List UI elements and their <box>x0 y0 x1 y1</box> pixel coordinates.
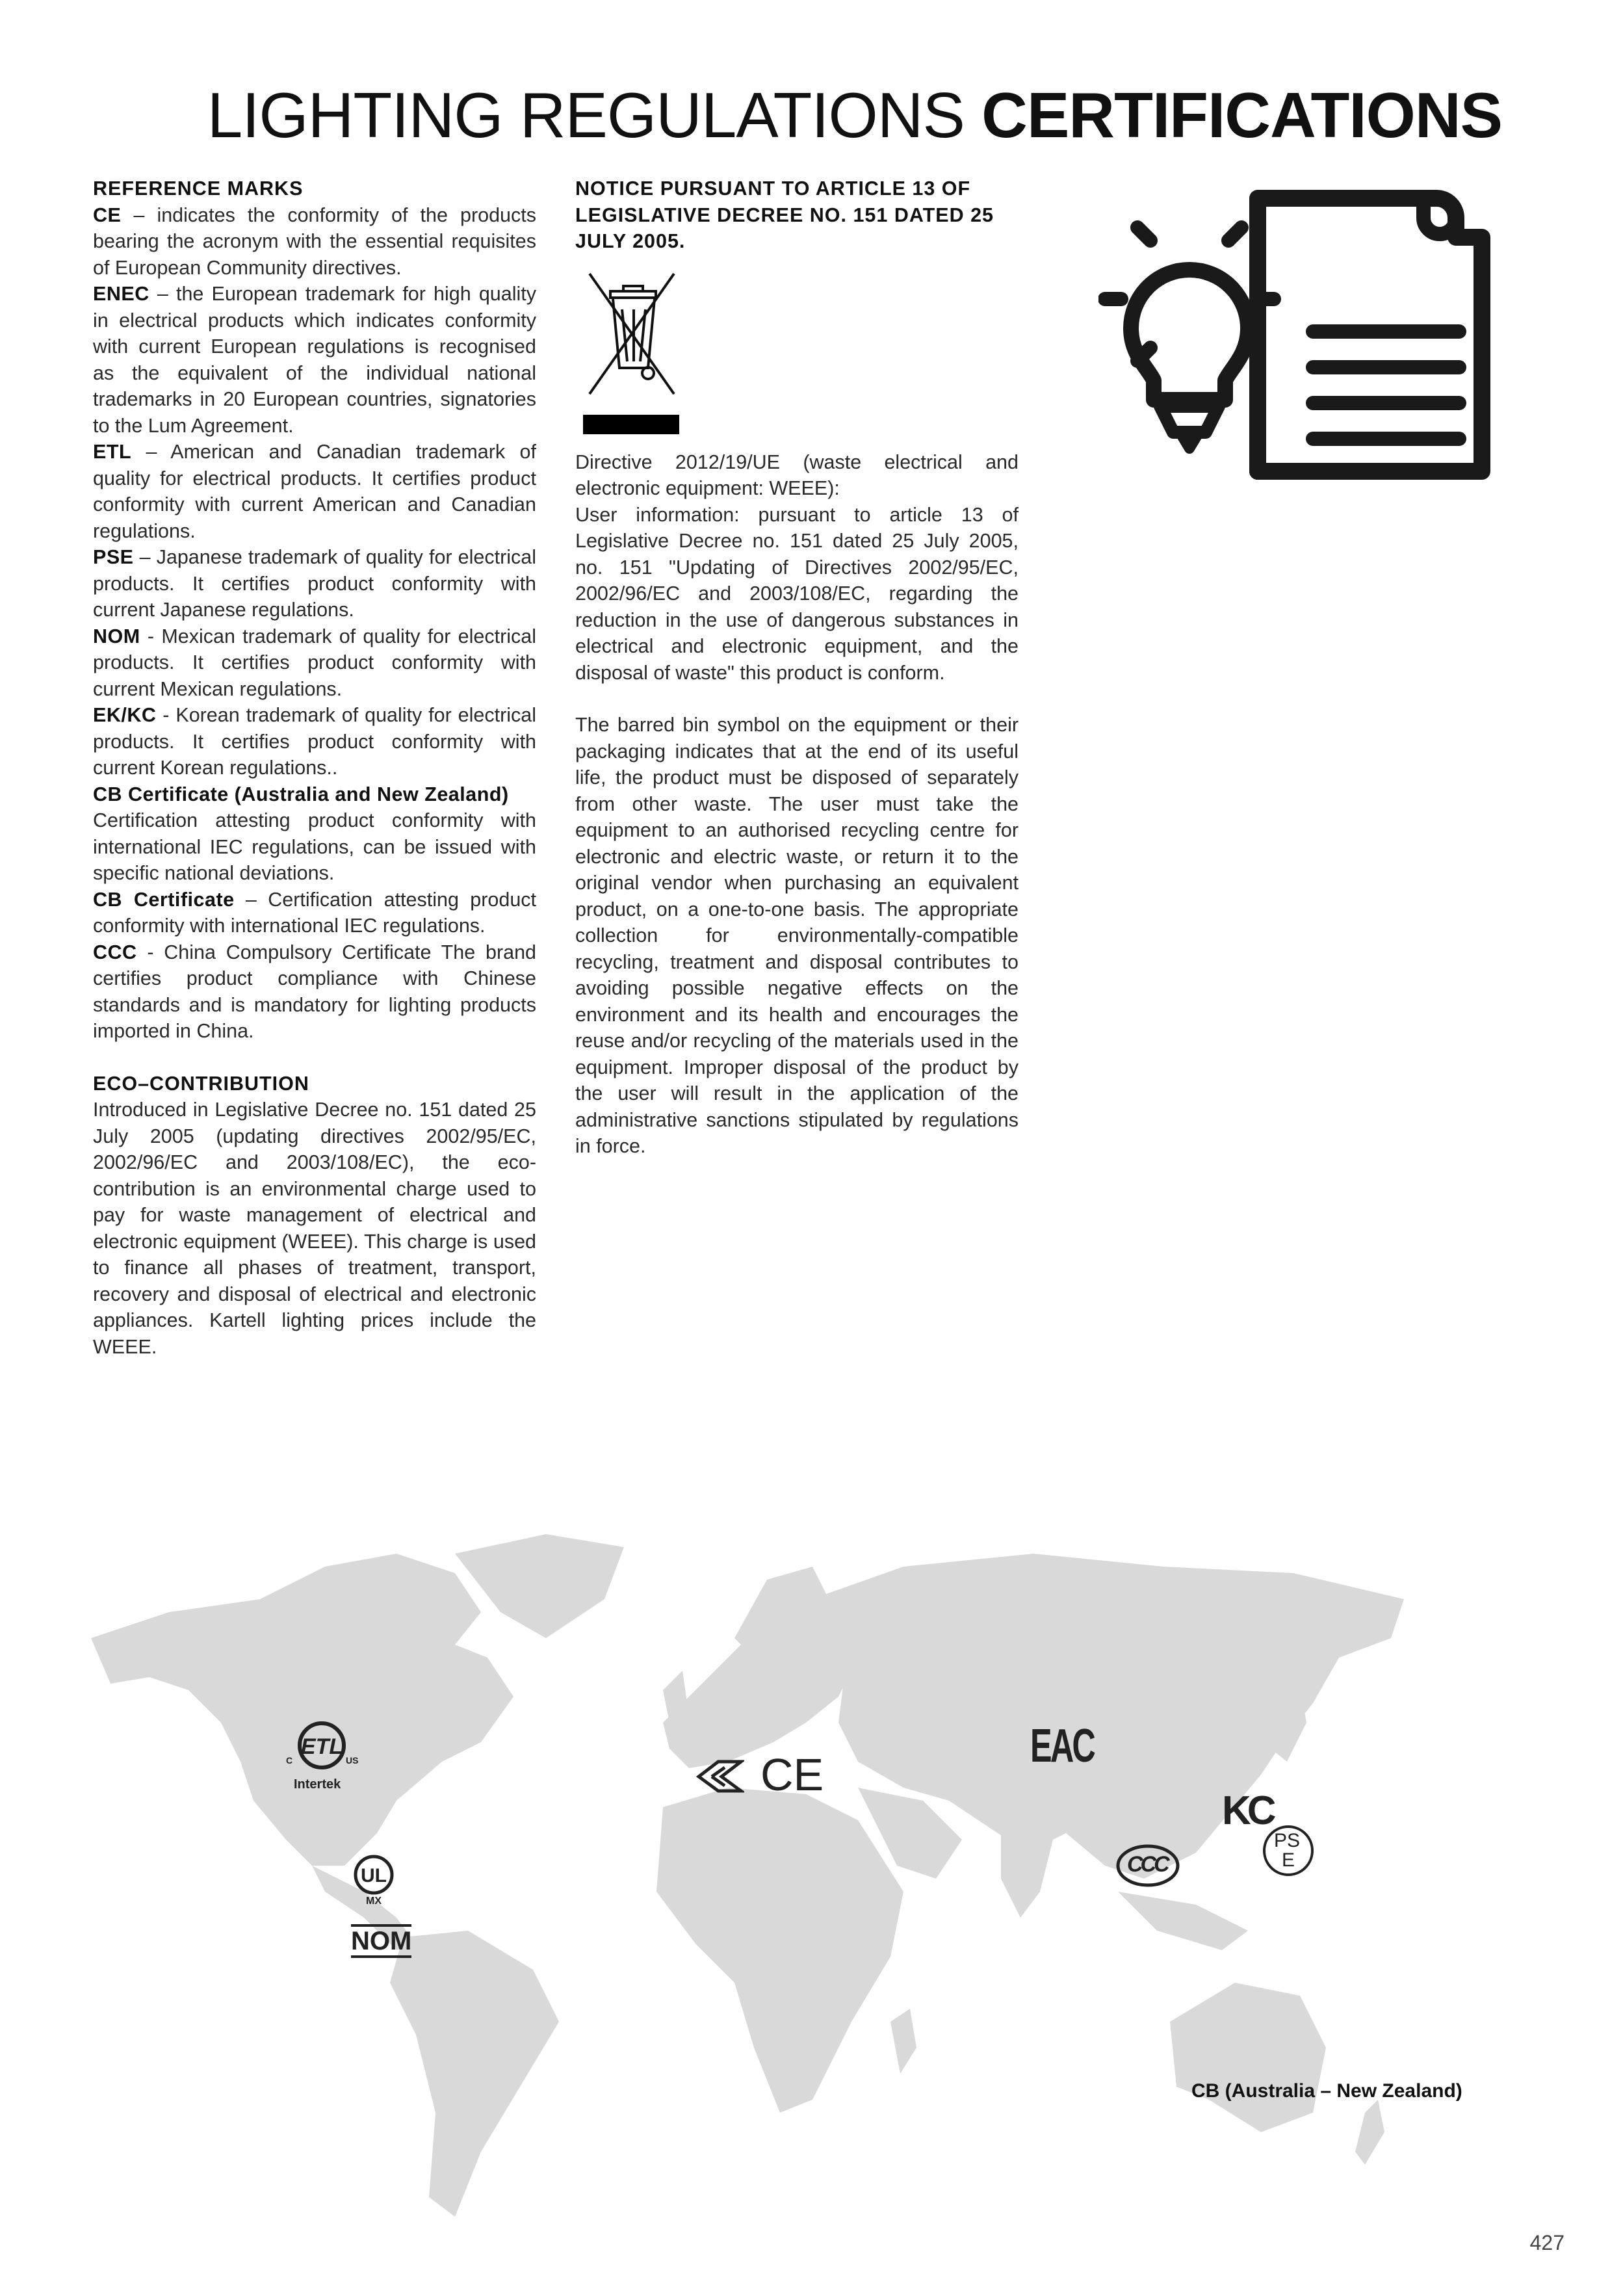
ref-text: – American and Canadian trademark of quality for electrical products. It certifies product conformity with current American and Canadian regulations. <box>93 441 536 542</box>
ul-mark-icon <box>348 1853 400 1918</box>
eco-text: Introduced in Legislative Decree no. 151 dated 25 July 2005 (updating directives 2002/95/EC, 2002/96/EC and 2003/108/EC), the eco-contribution is an environmental charge used to pay for waste management of electrical and electronic equipment (WEEE). This charge is used to finance all phases of treatment, transport, recovery and disposal of electrical and electronic appliances. Kartell lighting prices include the WEEE. <box>93 1099 536 1358</box>
title-bold: CERTIFICATIONS <box>981 79 1502 151</box>
ref-item-etl <box>93 439 536 544</box>
ref-term: ETL <box>93 441 132 463</box>
kc-mark-icon: KC <box>1222 1788 1273 1833</box>
ref-term: NOM <box>93 625 140 647</box>
eco-heading: ECO–CONTRIBUTION <box>93 1072 309 1095</box>
etl-c-label: C <box>286 1755 293 1766</box>
ref-text: - China Compulsory Certificate The brand certifies product compliance with Chinese standards and is mandatory for lighting products imported in China. <box>93 941 536 1042</box>
enec-mark-icon <box>695 1758 744 1797</box>
pse-top-label: PS <box>1274 1830 1301 1851</box>
ccc-label: CCC <box>1127 1852 1167 1877</box>
ccc-mark-icon <box>1115 1843 1180 1888</box>
ref-item-ce <box>93 202 536 281</box>
notice-heading: NOTICE PURSUANT TO ARTICLE 13 OF LEGISLATIVE DECREE NO. 151 DATED 25 JULY 2005. <box>575 177 994 252</box>
ref-text: - Mexican trademark of quality for electrical products. It certifies product conformity with current Mexican regulations. <box>93 625 536 700</box>
lightbulb-certificate-icon <box>1098 172 1508 484</box>
ref-term: CCC <box>93 941 137 963</box>
ref-text: – Japanese trademark of quality for electrical products. It certifies product conformity with current Japanese regulations. <box>93 546 536 621</box>
page-number: 427 <box>1529 2231 1565 2254</box>
ref-item-ekkc <box>93 702 536 781</box>
ref-text: – Certification attesting product conformity with international IEC regulations. <box>93 888 536 937</box>
ref-item-cb-anz <box>93 781 536 887</box>
ref-item-enec <box>93 281 536 439</box>
ref-item-ccc <box>93 939 536 1045</box>
ref-term: ENEC <box>93 283 149 305</box>
ref-term: CB Certificate (Australia and New Zealand) <box>93 783 509 805</box>
etl-intertek-label: Intertek <box>294 1777 341 1792</box>
ref-item-nom <box>93 623 536 703</box>
ref-text: Certification attesting product conformity with international IEC regulations, can be issued with specific national deviations. <box>93 809 536 884</box>
world-map <box>91 1528 1495 2230</box>
notice-para3: The barred bin symbol on the equipment or their packaging indicates that at the end of its useful life, the product must be disposed of separately from other waste. The user must take the equipment to an authorised recycling centre for electronic and electric waste, or return it to the original vendor when purchasing an equivalent product, on a one-to-one basis. The appropriate collection for environmentally-compatible recycling, treatment and disposal contributes to avoiding possible negative effects on the environment and its health and encourages the reuse and/or recycling of the materials used in the equipment. Improper disposal of the product by the user will result in the application of the administrative sanctions stipulated by regulations in force. <box>575 714 1019 1157</box>
cb-australia-label: CB (Australia – New Zealand) <box>1191 2080 1462 2102</box>
ref-term: CB Certificate <box>93 888 235 911</box>
ref-term: EK/KC <box>93 704 157 726</box>
notice-para2: User information: pursuant to article 13 of Legislative Decree no. 151 dated 25 July 2005, no. 151 "Updating of Directives 2002/95/EC, 2002/96/EC and 2003/108/EC, regarding the reduction in the use of dangerous substances in electrical and electronic equipment, and the disposal of waste" this product is conform. <box>575 503 1019 684</box>
weee-bin-icon <box>583 264 681 430</box>
ce-mark-icon: CE <box>760 1749 824 1800</box>
eac-mark-icon: EAC <box>1030 1720 1095 1772</box>
ref-text: – the European trademark for high quality in electrical products which indicates conformity with current European regulations is recognised as the equivalent of the individual national trademarks in 20 European countries, signatories to the Lum Agreement. <box>93 283 536 437</box>
svg-text:ETL: ETL <box>300 1734 343 1759</box>
etl-mark-icon <box>286 1716 357 1807</box>
notice-para1: Directive 2012/19/UE (waste electrical and electronic equipment: WEEE): <box>575 450 1019 499</box>
title-light: LIGHTING REGULATIONS <box>207 79 965 151</box>
page-title <box>207 79 1502 151</box>
ref-term: PSE <box>93 546 134 568</box>
svg-text:UL: UL <box>361 1865 387 1886</box>
ref-item-pse <box>93 544 536 623</box>
pse-bottom-label: E <box>1282 1849 1295 1871</box>
ref-item-cb <box>93 887 536 939</box>
ref-text: - Korean trademark of quality for electrical products. It certifies product conformity with current Korean regulations.. <box>93 704 536 779</box>
reference-marks-column <box>93 176 536 1360</box>
ref-text: – indicates the conformity of the products bearing the acronym with the essential requisites of European Community directives. <box>93 203 536 279</box>
reference-marks-heading: REFERENCE MARKS <box>93 177 304 200</box>
pse-mark-icon <box>1261 1823 1316 1878</box>
nom-mark-icon: NOM <box>351 1924 411 1958</box>
ref-term: CE <box>93 203 122 226</box>
notice-column <box>575 176 1019 1160</box>
etl-us-label: US <box>346 1755 359 1766</box>
ul-mx-label: MX <box>366 1896 382 1907</box>
